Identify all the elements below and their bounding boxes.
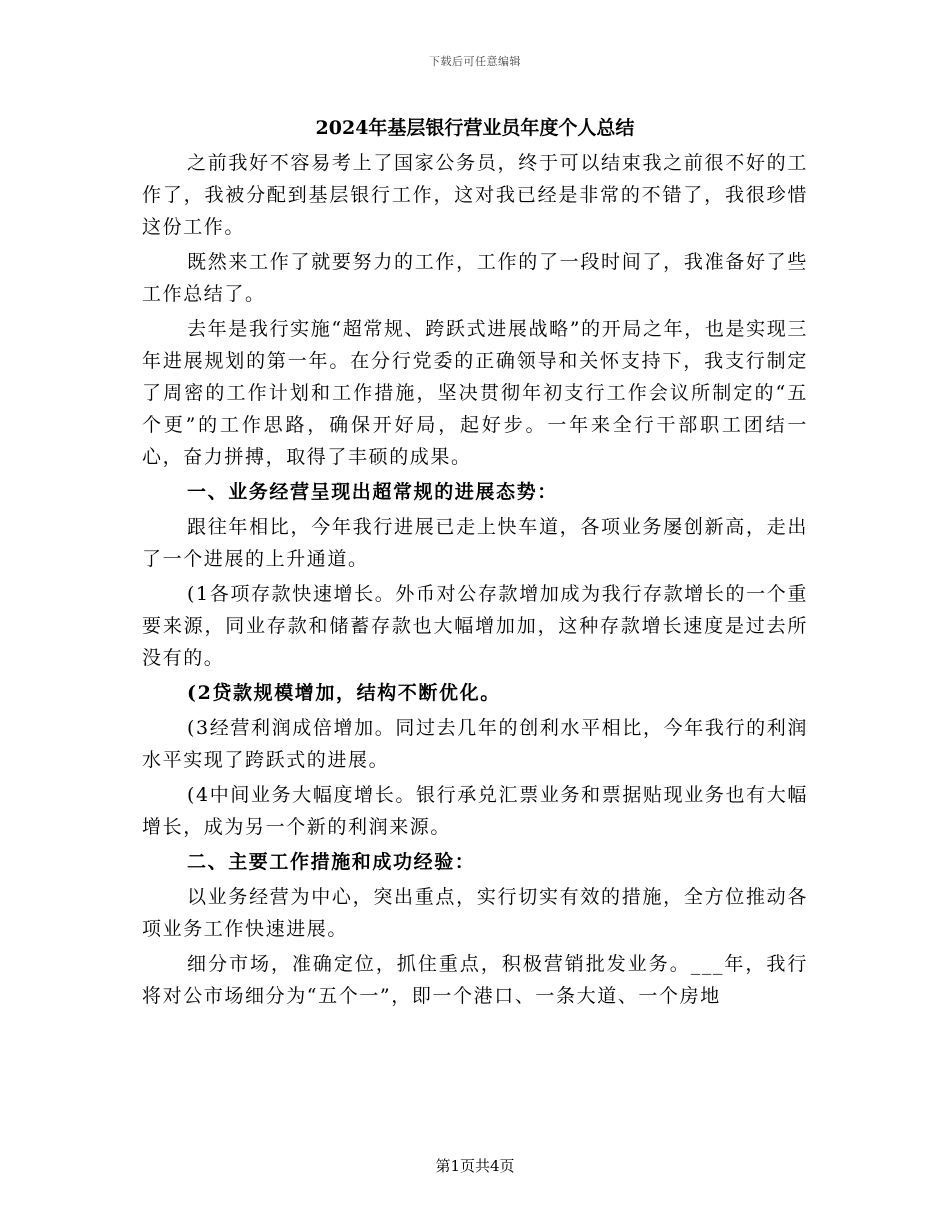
paragraph-2: 既然来工作了就要努力的工作，工作的了一段时间了，我准备好了些工作总结了。	[142, 251, 808, 305]
section-heading-1: 一、业务经营呈现出超常规的进展态势：	[187, 481, 558, 503]
paragraph-9: 细分市场，准确定位，抓住重点，积极营销批发业务。___年，我行将对公市场细分为“五个一”，即一个港口、一条大道、一个房地	[142, 953, 808, 1007]
page-footer: 第1页共4页	[435, 1157, 515, 1175]
header-note: 下载后可任意编辑	[429, 55, 521, 68]
document-title: 2024年基层银行营业员年度个人总结	[315, 117, 635, 139]
paragraph-5: (1各项存款快速增长。外币对公存款增加成为我行存款增长的一个重要来源，同业存款和储蓄存款也大幅增加加，这种存款增长速度是过去所没有的。	[142, 583, 808, 669]
paragraph-4: 跟往年相比，今年我行进展已走上快车道，各项业务屡创新高，走出了一个进展的上升通道。	[142, 516, 808, 570]
subheading-loans: (2贷款规模增加，结构不断优化。	[187, 682, 501, 704]
document-body	[142, 113, 808, 1015]
paragraph-6: (3经营利润成倍增加。同过去几年的创利水平相比，今年我行的利润水平实现了跨跃式的进展。	[142, 717, 808, 771]
section-heading-2: 二、主要工作措施和成功经验：	[187, 851, 476, 873]
paragraph-3: 去年是我行实施“超常规、跨跃式进展战略”的开局之年，也是实现三年进展规划的第一年。在分行党委的正确领导和关怀支持下，我支行制定了周密的工作计划和工作措施，坚决贯彻年初支行工作会议所制定的“五个更”的工作思路，确保开好局，起好步。一年来全行干部职工团结一心，奋力拼搏，取得了丰硕的成果。	[142, 318, 808, 468]
paragraph-8: 以业务经营为中心，突出重点，实行切实有效的措施，全方位推动各项业务工作快速进展。	[142, 886, 808, 940]
paragraph-1: 之前我好不容易考上了国家公务员，终于可以结束我之前很不好的工作了，我被分配到基层银行工作，这对我已经是非常的不错了，我很珍惜这份工作。	[142, 152, 808, 238]
paragraph-7: (4中间业务大幅度增长。银行承兑汇票业务和票据贴现业务也有大幅增长，成为另一个新的利润来源。	[142, 784, 808, 838]
